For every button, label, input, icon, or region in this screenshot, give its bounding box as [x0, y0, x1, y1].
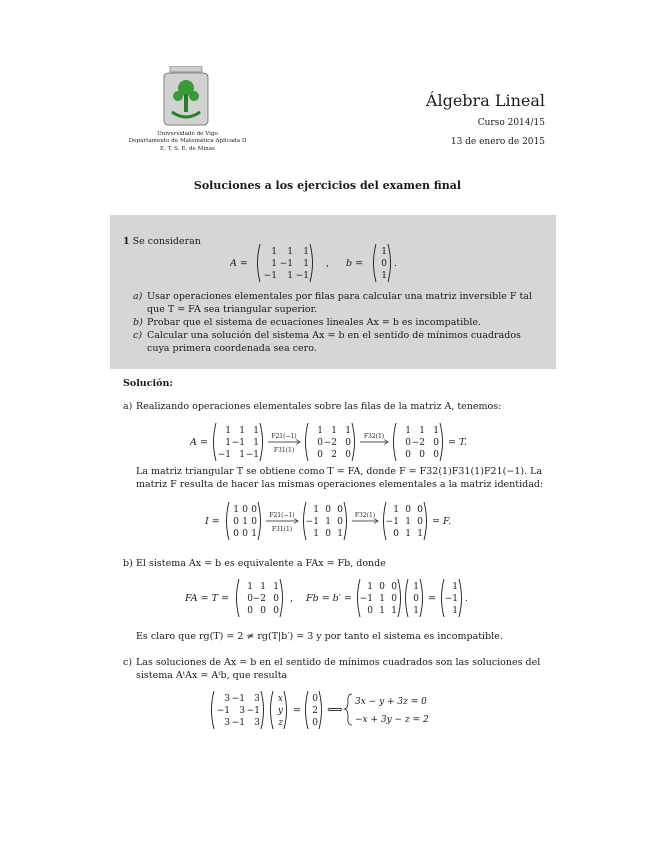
b-entry: 1: [381, 247, 387, 257]
matrix-entry: 1: [239, 450, 245, 460]
iff-symbol: ⟺: [327, 703, 343, 716]
right-paren: [258, 502, 261, 540]
solution-a-intro: a) Realizando operaciones elementales sobre las filas de la matriz A, tenemos:: [123, 401, 502, 412]
matrix-entry: 1: [225, 438, 231, 448]
right-paren: [459, 579, 462, 617]
university-logo: [160, 66, 212, 132]
matrix-entry: 0: [273, 606, 279, 616]
matrix-entry: x: [277, 694, 283, 704]
course-info: [426, 91, 545, 149]
matrix-entry: 0: [393, 529, 399, 539]
problem-number: 1: [123, 236, 130, 247]
matrix-entry: 0: [242, 505, 248, 515]
problem-items: [133, 290, 533, 355]
left-paren: [214, 423, 217, 461]
matrix-entry: 1: [452, 582, 458, 592]
matrix-entry: 0: [260, 606, 266, 616]
operation-label: F21(−1): [271, 433, 297, 440]
matrix-entry: −2: [323, 438, 337, 448]
solution-a-reduction: [190, 420, 510, 464]
matrix-entry: 1: [253, 426, 259, 436]
A-entry: −1: [263, 271, 277, 281]
matrix-entry: z: [278, 718, 283, 728]
brace: [344, 694, 352, 725]
period: .: [465, 593, 469, 604]
problem-intro-text: Se consideran: [132, 236, 201, 247]
problem-intro: [123, 235, 201, 248]
matrix-entry: 1: [379, 606, 385, 616]
matrix-entry: −1: [216, 706, 230, 716]
institution-block: [100, 131, 275, 153]
problem-item-c: c) Calcular una solución del sistema Ax = b en el sentido de mínimos cuadrados cuya primera coordenada sea cero.: [133, 330, 521, 354]
A-entry: 1: [287, 271, 293, 281]
matrix-entry: 0: [413, 594, 419, 604]
exam-date: 13 de enero de 2015: [450, 137, 545, 147]
operation-label: F31(1): [271, 526, 293, 533]
eq-lhs: FA = T =: [185, 593, 229, 604]
matrix-entry: 0: [345, 450, 351, 460]
right-paren: [344, 502, 347, 540]
eq-rhs: = T.: [448, 437, 467, 448]
matrix-entry: 0: [273, 594, 279, 604]
left-paren: [374, 244, 377, 282]
operation-label: F31(1): [273, 447, 295, 454]
matrix-entry: 0: [417, 517, 423, 527]
department-name: Departamento de Matemática Aplicada II: [128, 138, 247, 145]
matrix-entry: 1: [313, 505, 319, 515]
matrix-entry: 0: [391, 594, 397, 604]
A-entry: 1: [271, 247, 277, 257]
problem-item-a: a) Usar operaciones elementales por filas para calcular una matriz inversible F tal que T = FA sea triangular superior.: [133, 291, 533, 315]
matrix-entry: −1: [246, 706, 260, 716]
matrix-entry: 3: [239, 706, 245, 716]
solution-a-identity: [205, 499, 505, 543]
right-paren: [424, 502, 427, 540]
course-title: Álgebra Lineal: [425, 91, 545, 110]
university-name: Universidade de Vigo: [157, 131, 218, 137]
matrix-entry: 0: [247, 594, 253, 604]
solution-b-text2: Es claro que rg(T) = 2 ≠ rg(T|b′) = 3 y por tanto el sistema es incompatible.: [136, 631, 503, 642]
matrix-entry: 3: [224, 718, 230, 728]
eq-lhs: A =: [190, 437, 208, 448]
matrix-entry: 1: [313, 529, 319, 539]
matrix-entry: 1: [405, 426, 411, 436]
matrix-entry: 2: [312, 706, 318, 716]
matrix-entry: 1: [379, 594, 385, 604]
eq-lhs: Fb = b′ =: [306, 593, 352, 604]
b-entry: 0: [381, 259, 387, 269]
matrix-entry: 3: [224, 694, 230, 704]
matrix-entry: 0: [391, 582, 397, 592]
matrix-entry: 0: [251, 517, 257, 527]
matrix-entry: 1: [419, 426, 425, 436]
right-paren: [319, 691, 322, 729]
matrix-entry: 0: [337, 505, 343, 515]
b-label: b =: [346, 258, 364, 269]
matrix-entry: 0: [325, 505, 331, 515]
matrix-entry: 1: [393, 505, 399, 515]
matrix-entry: 0: [325, 529, 331, 539]
matrix-entry: 0: [433, 438, 439, 448]
matrix-entry: 1: [405, 517, 411, 527]
left-paren: [406, 579, 409, 617]
matrix-entry: 1: [433, 426, 439, 436]
matrix-entry: 1: [253, 438, 259, 448]
matrix-entry: 1: [242, 517, 248, 527]
matrix-entry: −1: [444, 594, 458, 604]
matrix-entry: 0: [433, 450, 439, 460]
right-paren: [440, 423, 443, 461]
operation-label: F32(1): [354, 512, 376, 519]
right-paren: [398, 579, 401, 617]
left-paren: [271, 691, 274, 729]
matrix-entry: 1: [225, 426, 231, 436]
right-paren: [420, 579, 423, 617]
matrix-entry: 0: [233, 529, 239, 539]
problem-matrices: [230, 241, 430, 285]
A-entry: −1: [279, 259, 293, 269]
matrix-entry: 1: [391, 606, 397, 616]
left-paren: [258, 244, 261, 282]
matrix-entry: 0: [405, 450, 411, 460]
right-paren: [280, 579, 283, 617]
matrix-entry: 1: [317, 426, 323, 436]
b-entry: 1: [381, 271, 387, 281]
matrix-entry: 1: [251, 529, 257, 539]
left-paren: [306, 423, 309, 461]
left-paren: [306, 691, 309, 729]
matrix-entry: 0: [251, 505, 257, 515]
school-name: E. T. S. E. de Minas: [160, 145, 215, 152]
matrix-entry: 0: [312, 718, 318, 728]
equals: =: [293, 705, 301, 716]
matrix-entry: −1: [231, 694, 245, 704]
matrix-entry: y: [277, 706, 283, 716]
left-paren: [237, 579, 240, 617]
matrix-entry: 0: [247, 606, 253, 616]
matrix-entry: 1: [367, 582, 373, 592]
operation-label: F21(−1): [269, 512, 295, 519]
matrix-entry: 1: [273, 582, 279, 592]
matrix-entry: 1: [331, 426, 337, 436]
right-paren: [352, 423, 355, 461]
matrix-entry: 0: [337, 517, 343, 527]
left-paren: [442, 579, 445, 617]
right-paren: [388, 244, 391, 282]
left-paren: [227, 502, 230, 540]
right-paren: [310, 244, 313, 282]
matrix-entry: 1: [325, 517, 331, 527]
course-year: Curso 2014/15: [477, 118, 545, 128]
matrix-entry: −1: [245, 450, 259, 460]
matrix-entry: 3: [254, 718, 260, 728]
period: .: [394, 258, 398, 269]
matrix-entry: −1: [385, 517, 399, 527]
matrix-entry: 1: [260, 582, 266, 592]
document-title: Soluciones a los ejercicios del examen final: [193, 179, 462, 192]
matrix-entry: 0: [405, 438, 411, 448]
solution-a-text2: La matriz triangular T se obtiene como T = FA, donde F = F32(1)F31(1)F21(−1). La matriz F resulta de hacer las mismas operaciones elementales a la matriz identidad:: [136, 466, 544, 490]
A-entry: −1: [295, 271, 309, 281]
A-label: A =: [230, 258, 248, 269]
matrix-entry: 1: [247, 582, 253, 592]
system-eq-2: −x + 3y − z = 2: [355, 715, 429, 725]
A-entry: 1: [271, 259, 277, 269]
matrix-entry: 1: [413, 606, 419, 616]
solution-c-intro: c) Las soluciones de Ax = b en el sentido de mínimos cuadrados son las soluciones del sistema AᵗAx = Aᵗb, que resulta: [123, 657, 541, 681]
matrix-entry: 0: [419, 450, 425, 460]
matrix-entry: 0: [379, 582, 385, 592]
comma: ,: [290, 593, 294, 604]
matrix-entry: −1: [305, 517, 319, 527]
solution-heading: Solución:: [123, 378, 173, 389]
matrix-entry: 1: [239, 426, 245, 436]
matrix-entry: 0: [405, 505, 411, 515]
matrix-entry: −1: [231, 718, 245, 728]
matrix-entry: 0: [233, 517, 239, 527]
matrix-entry: 0: [417, 505, 423, 515]
left-paren: [212, 691, 215, 729]
eq-lhs: I =: [205, 516, 220, 527]
matrix-entry: 1: [405, 529, 411, 539]
A-entry: 1: [303, 259, 309, 269]
eq-rhs: = F.: [432, 516, 452, 527]
system-eq-1: 3x − y + 3z = 0: [355, 697, 427, 707]
matrix-entry: −1: [231, 438, 245, 448]
matrix-entry: 3: [254, 694, 260, 704]
equals: =: [428, 593, 436, 604]
matrix-entry: 2: [331, 450, 337, 460]
operation-label: F32(1): [363, 433, 385, 440]
matrix-entry: 1: [417, 529, 423, 539]
matrix-entry: 0: [312, 694, 318, 704]
comma: ,: [326, 258, 330, 269]
solution-c-equation: [210, 688, 490, 732]
right-paren: [284, 691, 287, 729]
A-entry: 1: [303, 247, 309, 257]
left-paren: [394, 423, 397, 461]
matrix-entry: 0: [367, 606, 373, 616]
solution-b-equation: [185, 576, 505, 620]
matrix-entry: 1: [452, 606, 458, 616]
matrix-entry: −2: [252, 594, 266, 604]
matrix-entry: 1: [345, 426, 351, 436]
matrix-entry: 1: [233, 505, 239, 515]
right-paren: [261, 691, 264, 729]
problem-item-b: b) Probar que el sistema de ecuaciones lineales Ax = b es incompatible.: [133, 317, 482, 328]
matrix-entry: 0: [317, 450, 323, 460]
right-paren: [260, 423, 263, 461]
solution-b-intro: b) El sistema Ax = b es equivalente a FAx = Fb, donde: [123, 558, 386, 569]
matrix-entry: −2: [411, 438, 425, 448]
matrix-entry: −1: [359, 594, 373, 604]
matrix-entry: 1: [337, 529, 343, 539]
matrix-entry: 0: [345, 438, 351, 448]
matrix-entry: 1: [413, 582, 419, 592]
A-entry: 1: [287, 247, 293, 257]
matrix-entry: 0: [317, 438, 323, 448]
matrix-entry: 0: [242, 529, 248, 539]
matrix-entry: −1: [217, 450, 231, 460]
